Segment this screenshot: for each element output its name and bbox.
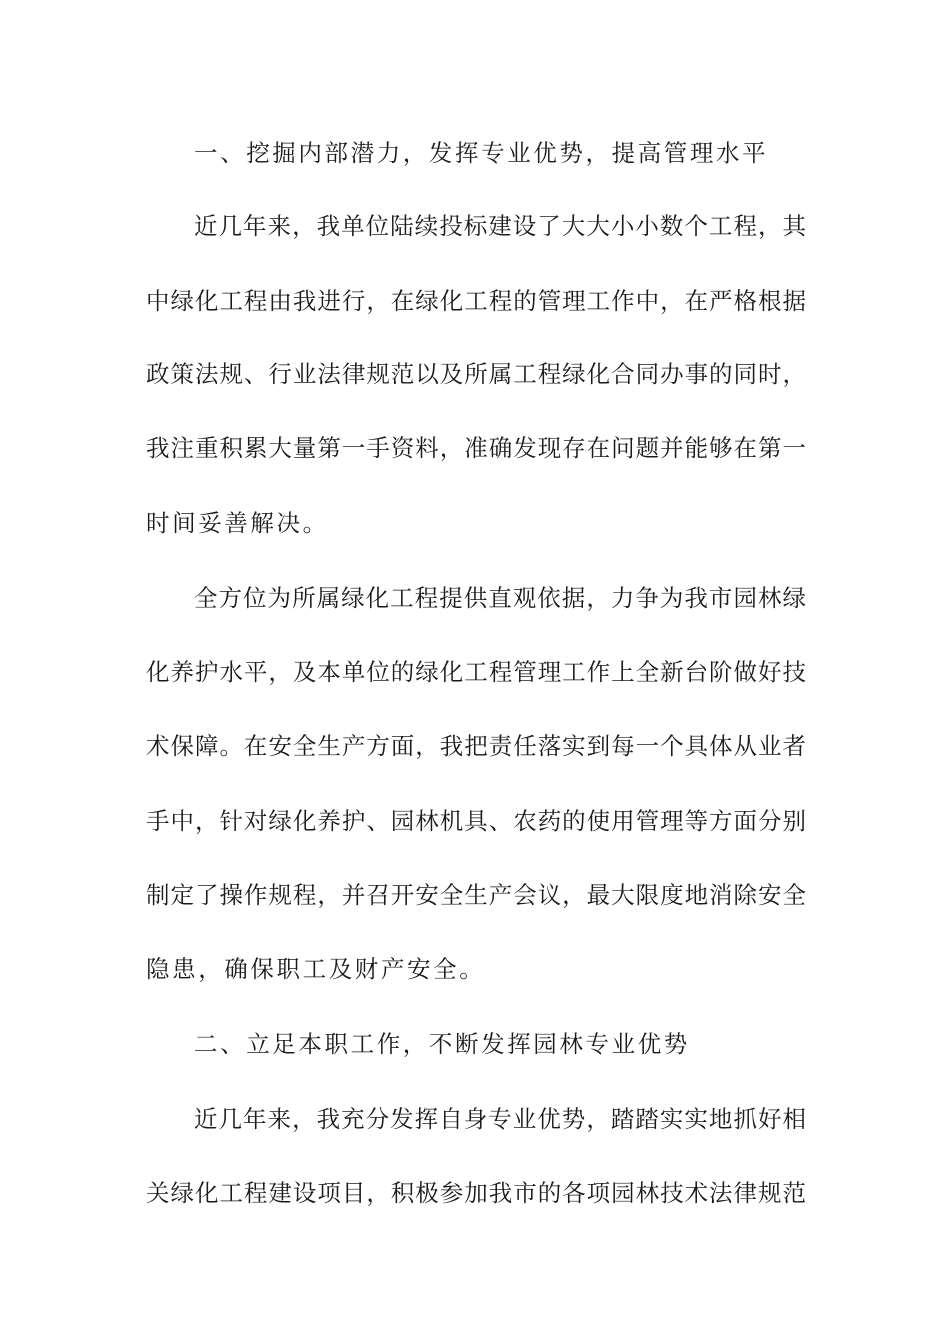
paragraph-line: 全方位为所属绿化工程提供直观依据，力争为我市园林绿 <box>194 584 806 612</box>
paragraph-line: 中绿化工程由我进行，在绿化工程的管理工作中，在严格根据 <box>146 287 806 315</box>
paragraph-line: 化养护水平，及本单位的绿化工程管理工作上全新台阶做好技 <box>146 658 806 686</box>
paragraph-line: 我注重积累大量第一手资料，准确发现存在问题并能够在第一 <box>146 434 806 462</box>
paragraph-line: 政策法规、行业法律规范以及所属工程绿化合同办事的同时， <box>146 360 806 388</box>
paragraph-line: 近几年来，我充分发挥自身专业优势，踏踏实实地抓好相 <box>194 1105 806 1133</box>
paragraph-line: 手中，针对绿化养护、园林机具、农药的使用管理等方面分别 <box>146 807 806 835</box>
paragraph-line: 时间妥善解决。 <box>146 509 329 537</box>
section-heading-1: 一、挖掘内部潜力，发挥专业优势，提高管理水平 <box>194 139 769 167</box>
paragraph-line: 术保障。在安全生产方面，我把责任落实到每一个具体从业者 <box>146 732 806 760</box>
paragraph-line: 隐患，确保职工及财产安全。 <box>146 955 486 983</box>
paragraph-line: 近几年来，我单位陆续投标建设了大大小小数个工程，其 <box>194 212 806 240</box>
paragraph-line: 制定了操作规程，并召开安全生产会议，最大限度地消除安全 <box>146 881 806 909</box>
section-heading-2: 二、立足本职工作，不断发挥园林专业优势 <box>194 1030 690 1058</box>
paragraph-line: 关绿化工程建设项目，积极参加我市的各项园林技术法律规范 <box>146 1179 806 1207</box>
